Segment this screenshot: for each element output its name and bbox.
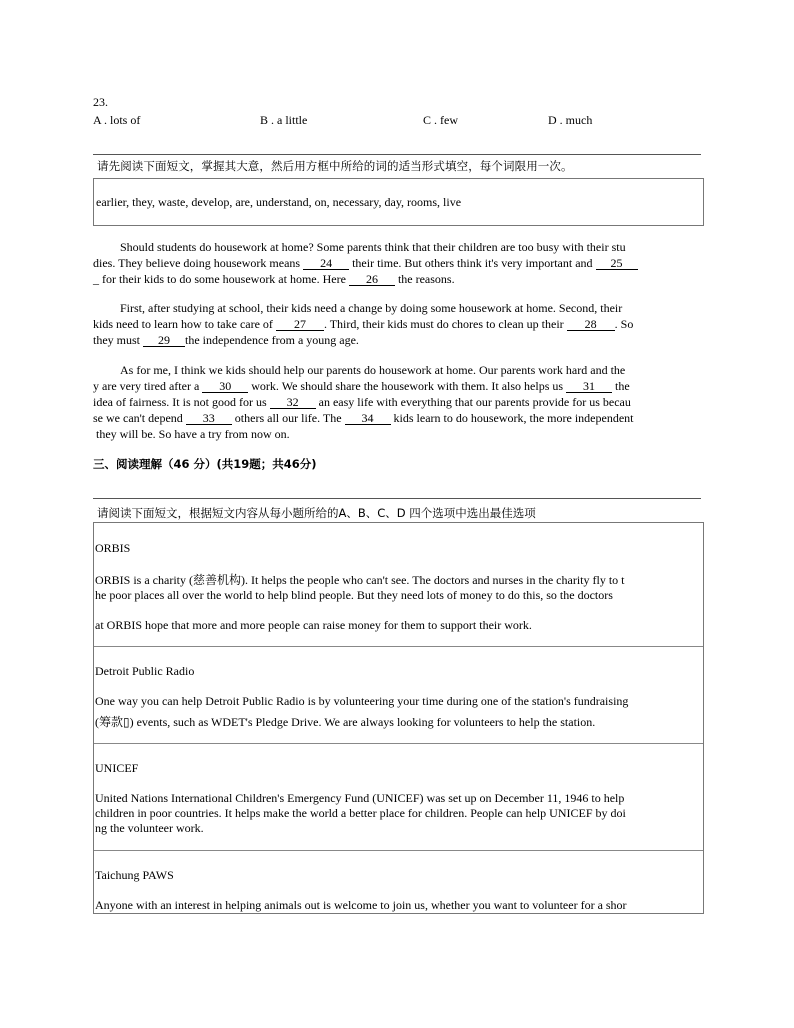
p1-line3 — [93, 272, 455, 287]
row-divider — [94, 743, 703, 744]
text: kids need to learn how to take care of — [93, 317, 273, 331]
entry-line: Anyone with an interest in helping animals out is welcome to join us, whether you want to volunteer for a shor — [95, 898, 627, 912]
text: their time. But others think it's very important and — [352, 256, 593, 270]
text: the reasons. — [397, 272, 455, 286]
cloze-instruction: 请先阅读下面短文，掌握其大意，然后用方框中所给的词的适当形式填空，每个词限用一次。 — [97, 159, 573, 173]
option-sep: . — [268, 113, 278, 127]
entry-title: ORBIS — [95, 541, 131, 555]
text: se we can't depend — [93, 411, 183, 425]
p3-line3 — [93, 395, 631, 410]
entry-title: Detroit Public Radio — [95, 664, 195, 678]
entry-line: United Nations International Children's Emergency Fund (UNICEF) was set up on December 11, 1946 to help — [95, 791, 625, 805]
text: they must — [93, 333, 140, 347]
option-letter: B — [260, 113, 269, 127]
question-number: 23. — [93, 95, 108, 109]
option-text: a little — [277, 113, 308, 127]
entry-title: UNICEF — [95, 761, 139, 775]
text: the — [615, 379, 630, 393]
entry-line: ORBIS is a charity (慈善机构). It helps the people who can't see. The doctors and nurses in the charity fly to t — [95, 573, 625, 587]
text: dies. They believe doing housework means — [93, 256, 301, 270]
p2-line1: First, after studying at school, their kids need a change by doing some housework at home. Second, their — [120, 301, 623, 315]
row-divider — [94, 850, 703, 851]
text: _ for their kids to do some housework at home. Here — [93, 272, 346, 286]
blank-33[interactable]: 33 — [186, 412, 232, 425]
text: work. We should share the housework with them. It also helps us — [251, 379, 564, 393]
word-bank-box — [93, 178, 704, 226]
p2-line3 — [93, 333, 359, 348]
option-a[interactable] — [93, 113, 140, 128]
p3-line4 — [93, 411, 634, 426]
option-b[interactable] — [260, 113, 307, 128]
text: y are very tired after a — [93, 379, 200, 393]
option-text: lots of — [110, 113, 141, 127]
row-divider — [94, 646, 703, 647]
entry-line: at ORBIS hope that more and more people can raise money for them to support their work. — [95, 618, 532, 632]
section-heading: 三、阅读理解（46 分）(共19题；共46分) — [93, 457, 317, 471]
option-sep: . — [101, 113, 111, 127]
section-divider — [93, 154, 701, 155]
p1-line2 — [93, 256, 638, 271]
blank-30[interactable]: 30 — [202, 380, 248, 393]
text: . So — [614, 317, 634, 331]
text: others all our life. The — [234, 411, 342, 425]
entry-line: ng the volunteer work. — [95, 821, 204, 835]
text: . Third, their kids must do chores to clean up their — [323, 317, 564, 331]
entry-title: Taichung PAWS — [95, 868, 174, 882]
blank-29[interactable]: 29 — [143, 334, 185, 347]
entry-line: he poor places all over the world to help blind people. But they need lots of money to do this, so the doctors — [95, 588, 613, 602]
p1-line1: Should students do housework at home? Some parents think that their children are too busy with their stu — [120, 240, 626, 254]
text: kids learn to do housework, the more independent — [393, 411, 634, 425]
option-letter: C — [423, 113, 432, 127]
blank-25[interactable]: 25 — [596, 257, 638, 270]
p2-line2 — [93, 317, 633, 332]
option-sep: . — [556, 113, 566, 127]
option-d[interactable] — [548, 113, 592, 128]
section-divider — [93, 498, 701, 499]
word-bank: earlier, they, waste, develop, are, understand, on, necessary, day, rooms, live — [96, 195, 462, 209]
blank-27[interactable]: 27 — [276, 318, 324, 331]
text: the independence from a young age. — [185, 333, 359, 347]
entry-line: (筹款▯) events, such as WDET's Pledge Drive. We are always looking for volunteers to help the station. — [95, 715, 596, 729]
text: idea of fairness. It is not good for us — [93, 395, 267, 409]
blank-28[interactable]: 28 — [567, 318, 615, 331]
option-c[interactable] — [423, 113, 458, 128]
passage-table — [93, 522, 704, 914]
blank-34[interactable]: 34 — [345, 412, 391, 425]
blank-26[interactable]: 26 — [349, 273, 395, 286]
p3-line5: they will be. So have a try from now on. — [96, 427, 290, 441]
blank-32[interactable]: 32 — [270, 396, 316, 409]
option-text: much — [565, 113, 593, 127]
p3-line1: As for me, I think we kids should help our parents do housework at home. Our parents work hard and the — [120, 363, 626, 377]
option-sep: . — [431, 113, 441, 127]
entry-line: children in poor countries. It helps make the world a better place for children. People can help UNICEF by doi — [95, 806, 626, 820]
entry-line: One way you can help Detroit Public Radio is by volunteering your time during one of the station's fundraising — [95, 694, 629, 708]
option-letter: D — [548, 113, 557, 127]
blank-31[interactable]: 31 — [566, 380, 612, 393]
option-letter: A — [93, 113, 102, 127]
blank-24[interactable]: 24 — [303, 257, 349, 270]
option-text: few — [440, 113, 459, 127]
p3-line2 — [93, 379, 630, 394]
text: an easy life with everything that our parents provide for us becau — [318, 395, 631, 409]
reading-instruction: 请阅读下面短文，根据短文内容从每小题所给的A、B、C、D 四个选项中选出最佳选项 — [97, 506, 536, 520]
